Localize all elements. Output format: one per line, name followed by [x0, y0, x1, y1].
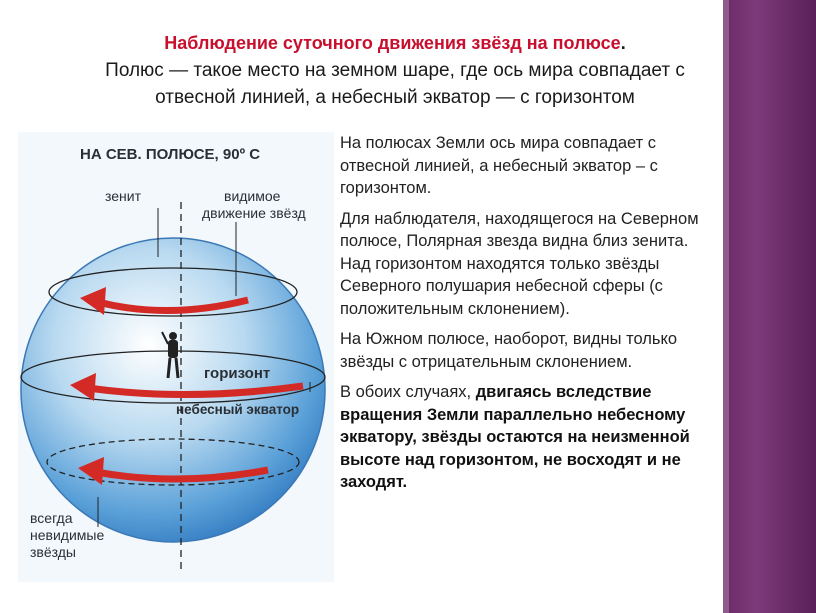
title-main: Наблюдение суточного движения звёзд на полюсе	[164, 33, 621, 53]
title-line-2: Полюс — такое место на земном шаре, где ось мира совпадает с	[105, 60, 685, 81]
title-line-3: отвесной линией, а небесный экватор — с горизонтом	[155, 87, 635, 108]
celestial-equator-label: небесный экватор	[176, 402, 300, 417]
paragraph-2: Для наблюдателя, находящегося на Северном полюсе, Полярная звезда видна близ зенита. Над горизонтом находятся только звёзды Северного полушария небесной сферы (с положительным склонением).	[340, 209, 699, 318]
paragraph-4	[340, 381, 712, 494]
celestial-sphere-figure	[18, 132, 334, 582]
zenith-label: зенит	[105, 188, 142, 204]
paragraph-1: На полюсах Земли ось мира совпадает с отвесной линией, а небесный экватор – с горизонтом.	[340, 134, 658, 197]
invisible-stars-label-1: всегда	[30, 510, 73, 526]
paragraph-4-bold: двигаясь вследствие вращения Земли параллельно небесному экватору, звёзды остаются на неизменной высоте над горизонтом, не восходят и не заходят.	[340, 383, 690, 491]
figure-heading: НА СЕВ. ПОЛЮСЕ, 90º С	[80, 146, 261, 163]
slide-title	[70, 30, 720, 111]
paragraph-4-plain: В обоих случаях,	[340, 383, 476, 401]
visible-motion-label-1: видимое	[224, 188, 281, 204]
title-dot: .	[620, 33, 626, 53]
invisible-stars-label-3: звёзды	[30, 544, 76, 560]
invisible-stars-label-2: невидимые	[30, 527, 105, 543]
paragraph-3: На Южном полюсе, наоборот, видны только звёзды с отрицательным склонением.	[340, 330, 678, 371]
decorative-side-band	[723, 0, 816, 613]
visible-motion-label-2: движение звёзд	[202, 205, 306, 221]
explanation-text	[340, 132, 712, 502]
horizon-label: горизонт	[204, 365, 271, 382]
